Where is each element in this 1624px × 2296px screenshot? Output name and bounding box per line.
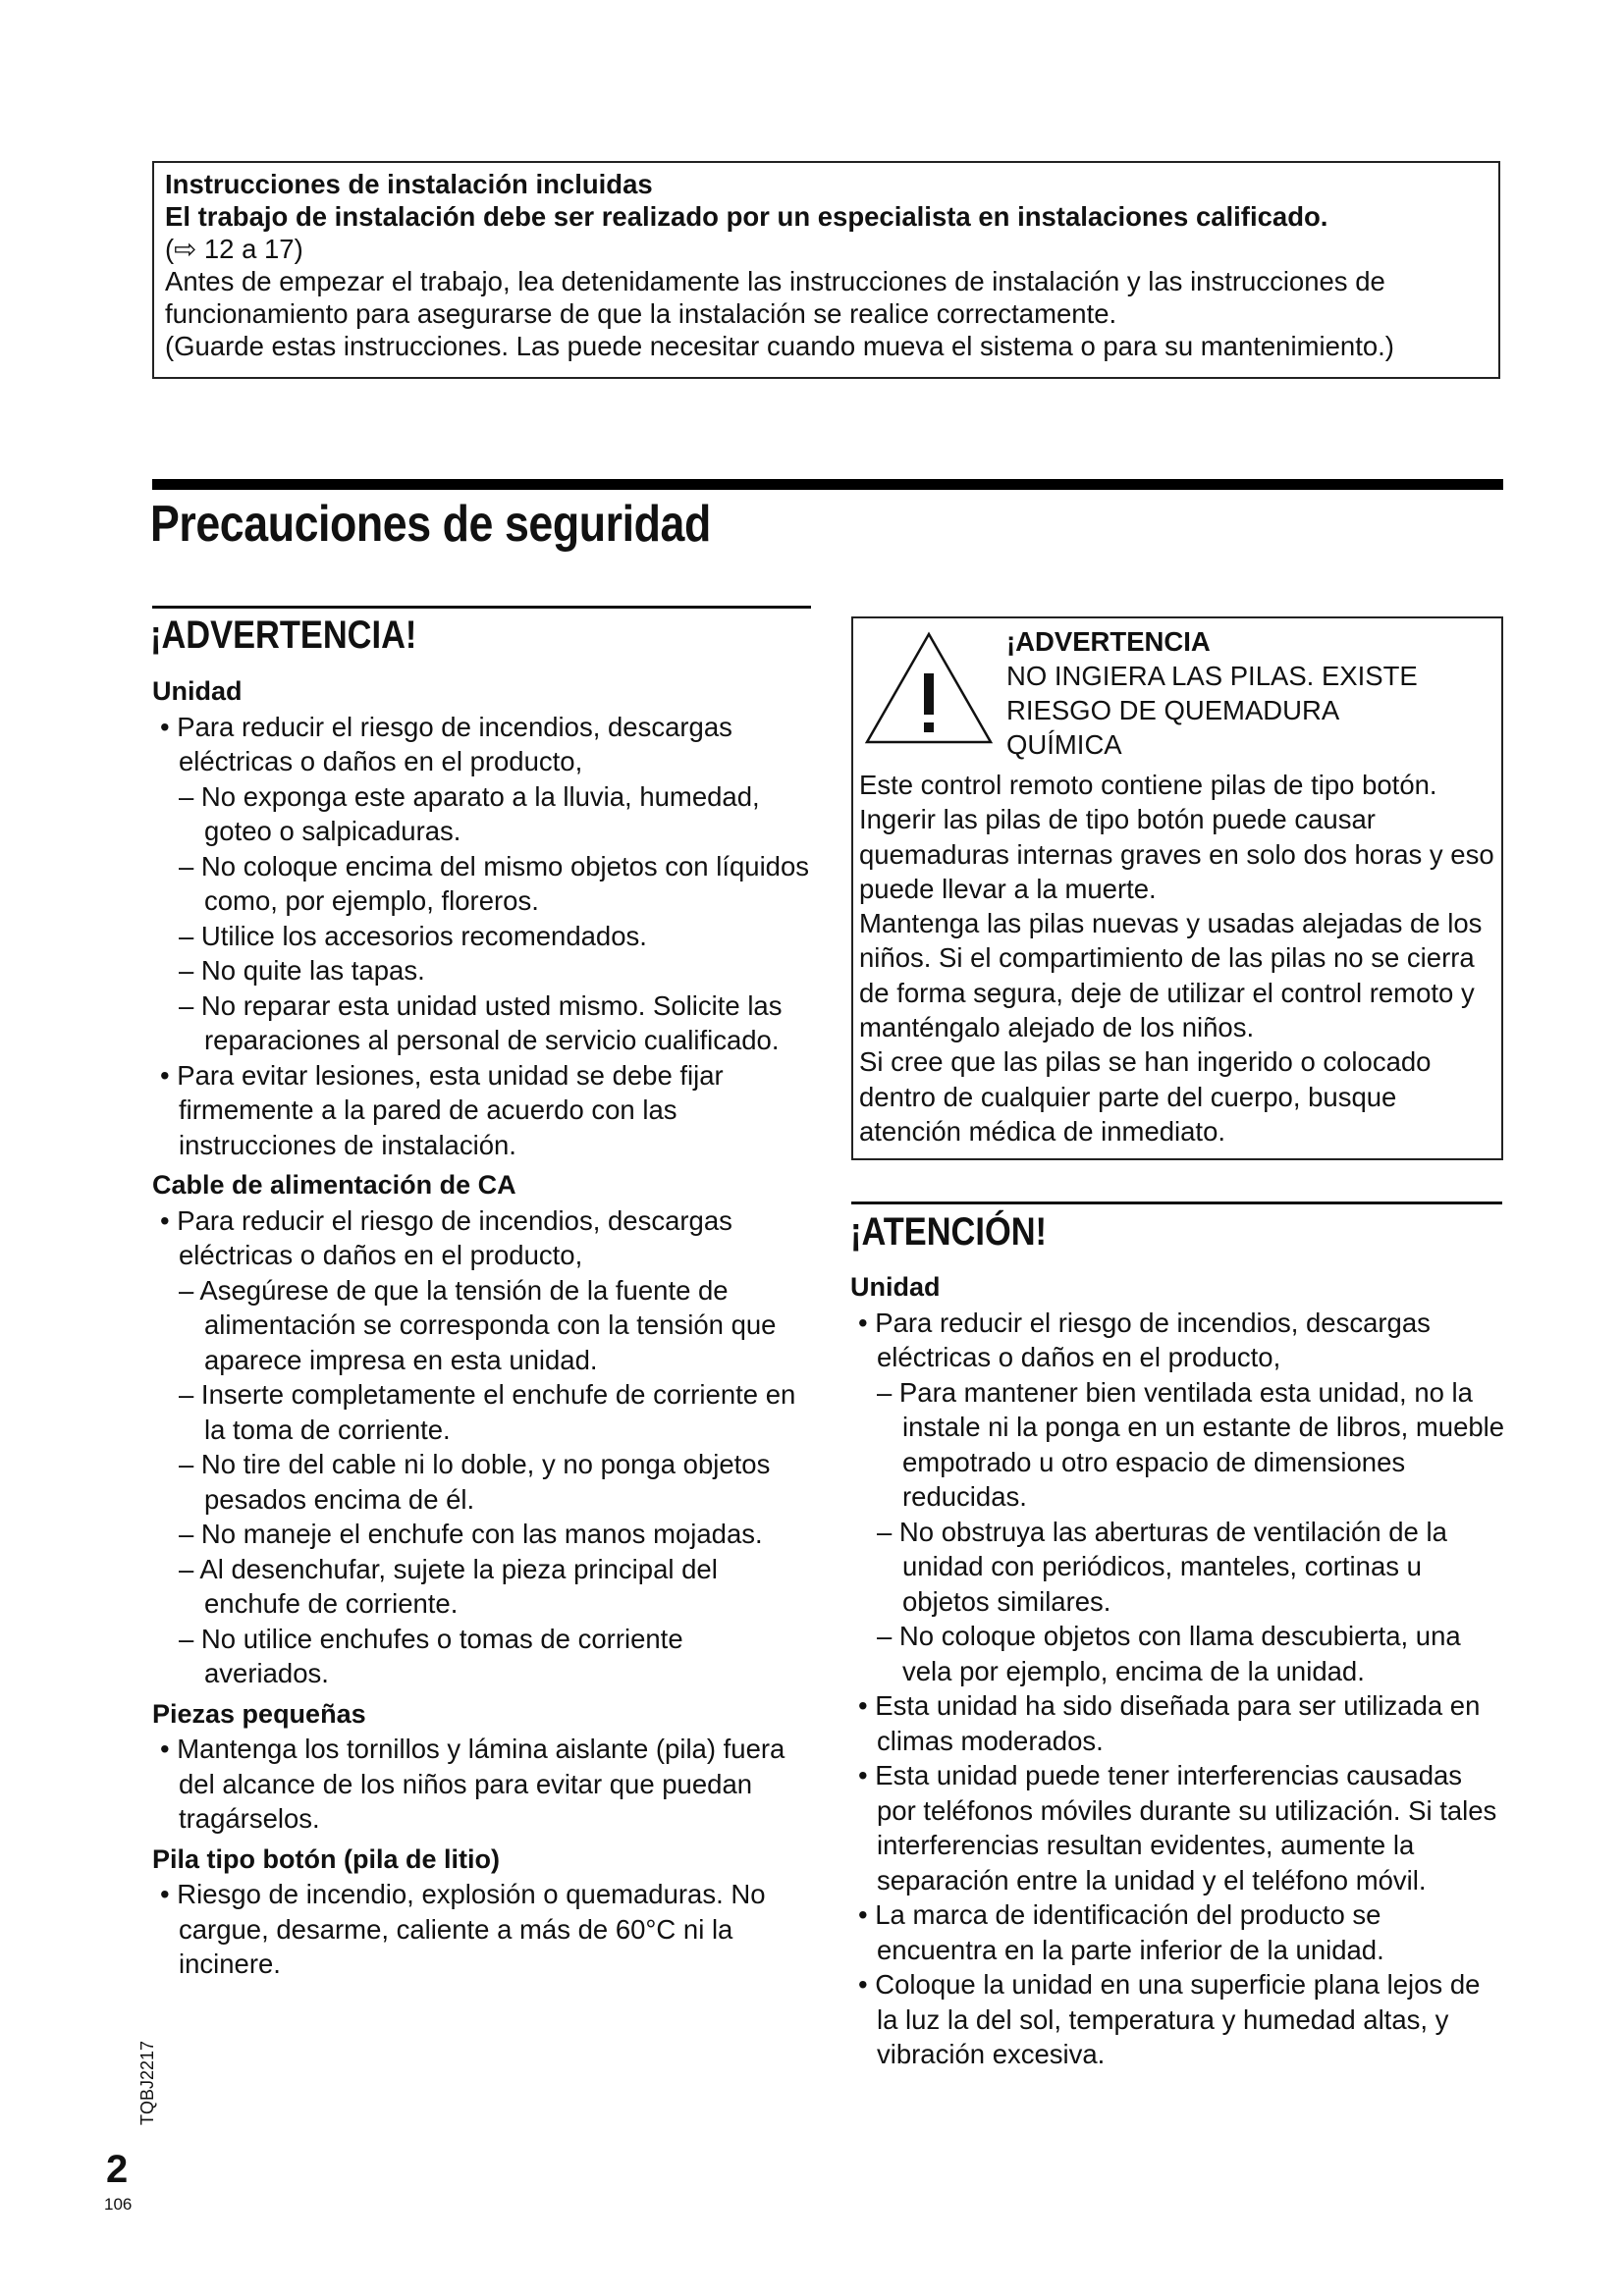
- pila-heading: Pila tipo botón (pila de litio): [152, 1843, 500, 1874]
- list-item: – Para mantener bien ventilada esta unidad, no la instale ni la ponga en un estante de libros, mueble empotrado u otro espacio de dimensiones reducidas.: [877, 1376, 1505, 1512]
- caution-section-rule: [851, 1201, 1502, 1204]
- caution-section-title: ¡ATENCIÓN!: [850, 1210, 1048, 1254]
- list-item: • Coloque la unidad en una superficie plana lejos de la luz la del sol, temperatura y humedad altas, y vibración excesiva.: [858, 1969, 1481, 2069]
- cable-heading: Cable de alimentación de CA: [152, 1170, 516, 1200]
- list-item: – No coloque encima del mismo objetos con líquidos como, por ejemplo, floreros.: [179, 850, 810, 916]
- list-item: • Riesgo de incendio, explosión o quemaduras. No cargue, desarme, caliente a más de 60°C ni la incinere.: [160, 1879, 766, 1979]
- warning-triangle-icon: [863, 630, 995, 746]
- list-item: – No quite las tapas.: [179, 955, 425, 986]
- piezas-heading: Piezas pequeñas: [152, 1698, 366, 1729]
- installation-page-ref: (⇨ 12 a 17): [165, 234, 303, 264]
- list-item: • Para evitar lesiones, esta unidad se debe fijar firmemente a la pared de acuerdo con las instrucciones de instalación.: [160, 1059, 724, 1160]
- caution-section-body: [850, 1270, 1506, 2072]
- battery-warning-line-2: RIESGO DE QUEMADURA: [1006, 695, 1340, 725]
- list-item: – Asegúrese de que la tensión de la fuente de alimentación se corresponda con la tensión que aparece impresa en esta unidad.: [179, 1274, 777, 1375]
- installation-subheading: El trabajo de instalación debe ser realizado por un especialista en instalaciones calificado.: [165, 201, 1328, 232]
- battery-warning-line-1: NO INGIERA LAS PILAS. EXISTE: [1006, 661, 1418, 691]
- battery-warning-paragraph: Si cree que las pilas se han ingerido o colocado dentro de cualquier parte del cuerpo, busque atención médica de inmediato.: [859, 1046, 1432, 1147]
- unidad-heading: Unidad: [152, 676, 243, 706]
- battery-warning-body: [859, 768, 1495, 1148]
- list-item: – No obstruya las aberturas de ventilación de la unidad con periódicos, manteles, cortinas u objetos similares.: [877, 1516, 1447, 1617]
- list-item: – No tire del cable ni lo doble, y no ponga objetos pesados encima de él.: [179, 1449, 771, 1515]
- battery-warning-box: [851, 616, 1503, 1160]
- list-item: • La marca de identificación del producto se encuentra en la parte inferior de la unidad.: [858, 1899, 1384, 1965]
- battery-warning-header: [1006, 624, 1418, 762]
- list-item: – Al desenchufar, sujete la pieza principal del enchufe de corriente.: [179, 1553, 718, 1619]
- list-item: • Para reducir el riesgo de incendios, descargas eléctricas o daños en el producto,: [160, 711, 732, 776]
- battery-warning-title: ¡ADVERTENCIA: [1006, 626, 1211, 657]
- page-title: Precauciones de seguridad: [150, 496, 711, 553]
- installation-heading: Instrucciones de instalación incluidas: [165, 169, 653, 199]
- list-item: – Inserte completamente el enchufe de corriente en la toma de corriente.: [179, 1379, 796, 1445]
- warning-section-title: ¡ADVERTENCIA!: [150, 614, 417, 657]
- sub-page-number: 106: [104, 2195, 133, 2214]
- warning-section-rule: [152, 606, 811, 609]
- list-item: – No coloque objetos con llama descubierta, una vela por ejemplo, encima de la unidad.: [877, 1621, 1461, 1686]
- list-item: – Utilice los accesorios recomendados.: [179, 920, 647, 951]
- list-item: • Para reducir el riesgo de incendios, descargas eléctricas o daños en el producto,: [160, 1204, 732, 1270]
- list-item: • Esta unidad ha sido diseñada para ser utilizada en climas moderados.: [858, 1690, 1481, 1756]
- list-item: – No utilice enchufes o tomas de corriente averiados.: [179, 1623, 683, 1688]
- installation-text-2: (Guarde estas instrucciones. Las puede necesitar cuando mueva el sistema o para su mantenimiento.): [165, 331, 1394, 361]
- battery-warning-paragraph: Este control remoto contiene pilas de tipo botón. Ingerir las pilas de tipo botón puede causar quemaduras internas graves en solo dos horas y eso puede llevar a la muerte.: [859, 770, 1494, 904]
- list-item: – No maneje el enchufe con las manos mojadas.: [179, 1519, 763, 1549]
- installation-text-1: Antes de empezar el trabajo, lea detenidamente las instrucciones de instalación y las instrucciones de funcionamiento para asegurarse de que la instalación se realice correctamente.: [165, 266, 1385, 329]
- caution-unidad-heading: Unidad: [850, 1272, 941, 1302]
- list-item: • Esta unidad puede tener interferencias causadas por teléfonos móviles durante su utilización. Si tales interferencias resultan evidentes, aumente la separación entre la unidad y el teléfono móvil.: [858, 1760, 1497, 1896]
- list-item: • Mantenga los tornillos y lámina aislante (pila) fuera del alcance de los niños para evitar que puedan tragárselos.: [160, 1734, 785, 1834]
- list-item: – No exponga este aparato a la lluvia, humedad, goteo o salpicaduras.: [179, 780, 760, 846]
- title-rule: [152, 479, 1503, 490]
- list-item: – No reparar esta unidad usted mismo. Solicite las reparaciones al personal de servicio cualificado.: [179, 989, 783, 1055]
- document-code: TQBJ2217: [137, 2040, 157, 2125]
- battery-warning-paragraph: Mantenga las pilas nuevas y usadas alejadas de los niños. Si el compartimiento de las pilas no se cierra de forma segura, deje de utilizar el control remoto y manténgalo alejado de los niños.: [859, 908, 1483, 1043]
- warning-section-body: [152, 674, 810, 1982]
- page-number: 2: [106, 2148, 129, 2191]
- battery-warning-line-3: QUÍMICA: [1006, 729, 1122, 760]
- list-item: • Para reducir el riesgo de incendios, descargas eléctricas o daños en el producto,: [858, 1307, 1431, 1372]
- installation-notice-box: [152, 161, 1500, 379]
